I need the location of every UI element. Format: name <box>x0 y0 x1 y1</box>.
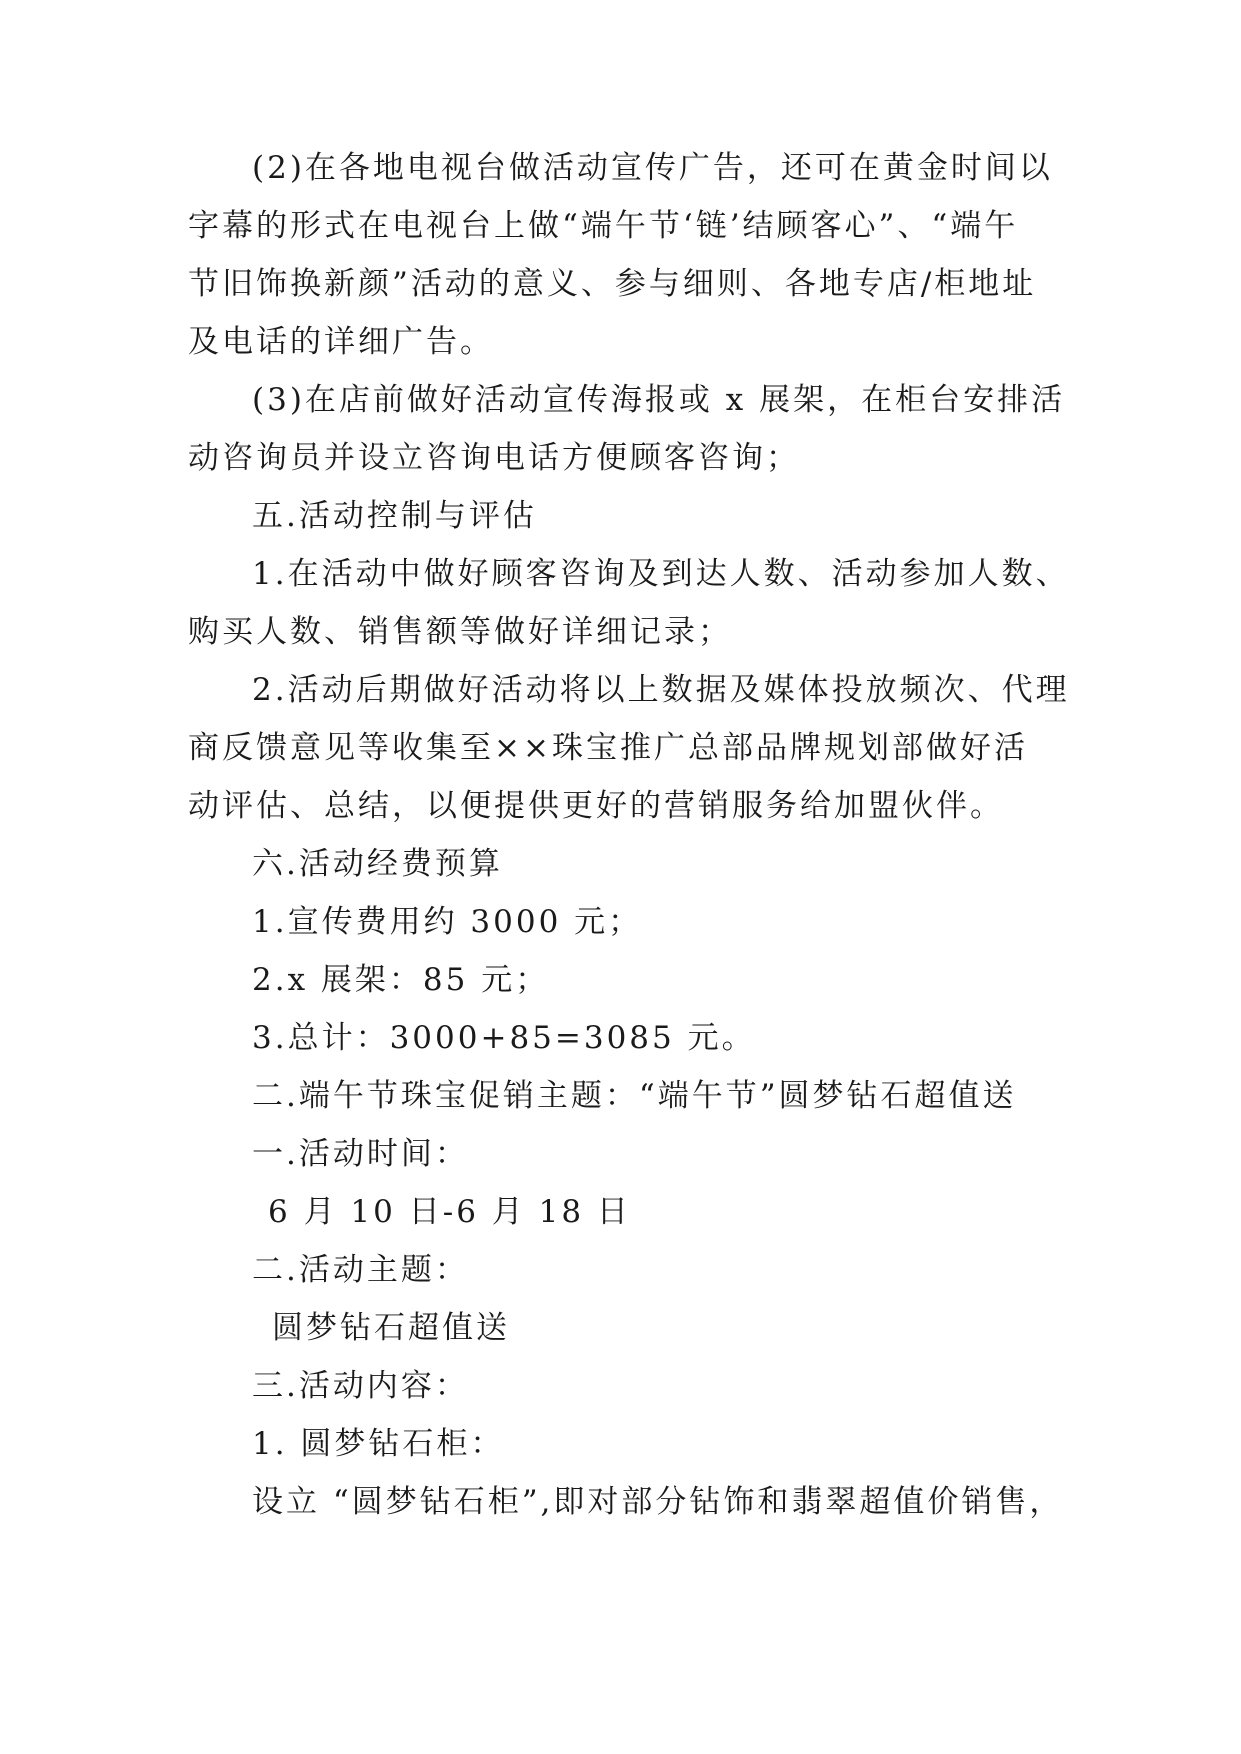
content-item-diamond-counter-description: 设立 “圆梦钻石柜”,即对部分钻饰和翡翠超值价销售， <box>252 1484 1064 1520</box>
activity-time-value: 6 月 10 日-6 月 18 日 <box>268 1194 631 1230</box>
paragraph-tv-ad-line-4: 及电话的详细广告。 <box>188 324 494 360</box>
budget-item-total: 3.总计：3000+85=3085 元。 <box>252 1020 756 1056</box>
section-heading-activity-content: 三.活动内容： <box>252 1368 469 1404</box>
section-heading-activity-theme: 二.活动主题： <box>252 1252 469 1288</box>
section-heading-promotion-theme: 二.端午节珠宝促销主题：“端午节”圆梦钻石超值送 <box>252 1078 1017 1114</box>
section-heading-activity-time: 一.活动时间： <box>252 1136 469 1172</box>
paragraph-tv-ad-line-3: 节旧饰换新颜”活动的意义、参与细则、各地专店/柜地址 <box>188 266 1037 302</box>
paragraph-record-line-1: 1.在活动中做好顾客咨询及到达人数、活动参加人数、 <box>252 556 1070 592</box>
paragraph-record-line-2: 购买人数、销售额等做好详细记录； <box>188 614 732 650</box>
paragraph-tv-ad-line-2: 字幕的形式在电视台上做“端午节‘链’结顾客心”、“端午 <box>188 208 1019 244</box>
section-heading-control-evaluation: 五.活动控制与评估 <box>252 498 537 534</box>
paragraph-summary-line-3: 动评估、总结，以便提供更好的营销服务给加盟伙伴。 <box>188 788 1004 824</box>
budget-item-display-stand: 2.x 展架：85 元； <box>252 962 550 998</box>
paragraph-store-poster-line-2: 动咨询员并设立咨询电话方便顾客咨询； <box>188 440 800 476</box>
paragraph-summary-line-1: 2.活动后期做好活动将以上数据及媒体投放频次、代理 <box>252 672 1070 708</box>
paragraph-store-poster-line-1: (3)在店前做好活动宣传海报或 x 展架，在柜台安排活 <box>252 382 1066 418</box>
section-heading-budget: 六.活动经费预算 <box>252 846 503 882</box>
activity-theme-value: 圆梦钻石超值送 <box>272 1310 510 1346</box>
budget-item-promotion: 1.宣传费用约 3000 元； <box>252 904 643 940</box>
paragraph-summary-line-2: 商反馈意见等收集至××珠宝推广总部品牌规划部做好活 <box>188 730 1028 766</box>
content-item-diamond-counter: 1. 圆梦钻石柜： <box>252 1426 505 1462</box>
paragraph-tv-ad-line-1: (2)在各地电视台做活动宣传广告，还可在黄金时间以 <box>252 150 1053 186</box>
